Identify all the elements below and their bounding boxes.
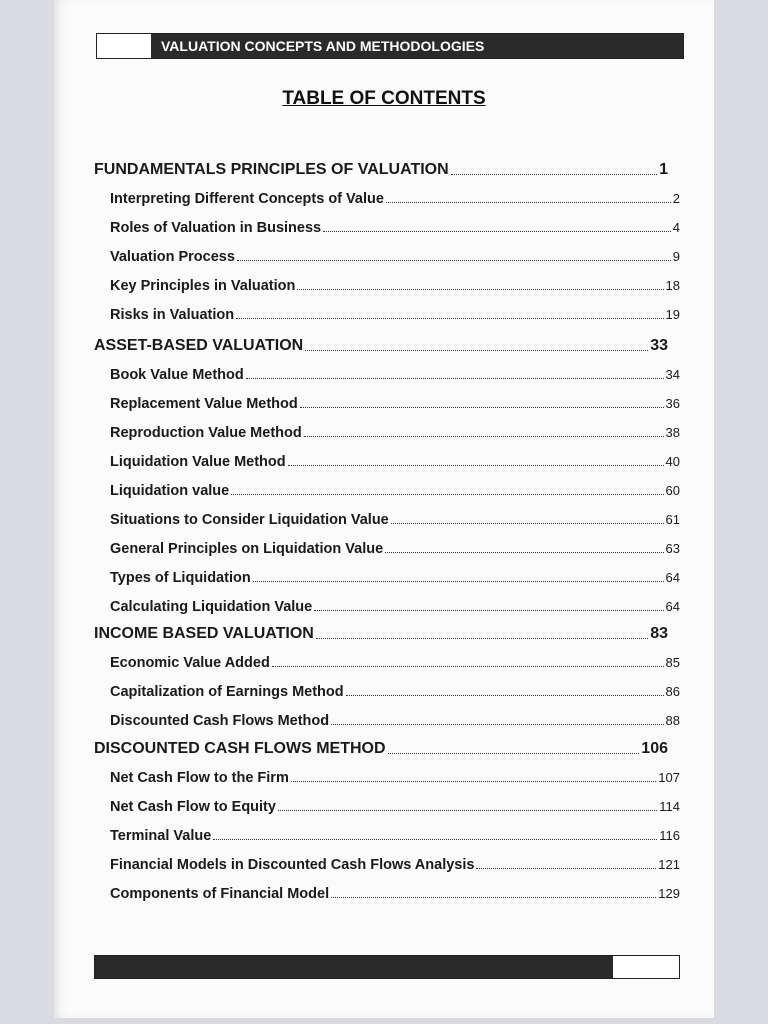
page-number: 9	[672, 249, 680, 264]
toc-section-entry	[94, 625, 668, 643]
dot-leader	[278, 809, 657, 811]
footer-bar-fill	[95, 956, 613, 978]
toc-item-entry	[110, 770, 680, 786]
item-title: Calculating Liquidation Value	[110, 599, 313, 615]
running-footer	[94, 955, 680, 979]
dot-leader	[331, 723, 663, 725]
page-number: 116	[659, 828, 680, 843]
toc-item-entry	[110, 278, 680, 294]
item-title: Terminal Value	[110, 828, 212, 844]
toc-item-entry	[110, 828, 680, 844]
item-title: Book Value Method	[110, 367, 244, 383]
page-number: 1	[659, 161, 668, 178]
toc-item-entry	[110, 857, 680, 873]
item-title: Liquidation value	[110, 483, 230, 499]
toc-item-entry	[110, 512, 680, 528]
page-number: 64	[665, 599, 680, 614]
page-number: 36	[665, 396, 680, 411]
dot-leader	[213, 838, 657, 840]
item-title: Capitalization of Earnings Method	[110, 684, 344, 700]
dot-leader	[231, 493, 663, 495]
dot-leader	[316, 637, 648, 639]
toc-item-entry	[110, 570, 680, 586]
dot-leader	[385, 551, 663, 553]
page-number: 61	[665, 512, 680, 527]
toc-section-entry	[94, 337, 668, 355]
section-title: DISCOUNTED CASH FLOWS METHOD	[94, 740, 386, 757]
section-title: ASSET-BASED VALUATION	[94, 337, 304, 354]
toc-section-entry	[94, 740, 668, 758]
dot-leader	[297, 288, 663, 290]
item-title: Valuation Process	[110, 249, 235, 265]
page-number: 18	[665, 278, 680, 293]
toc-item-entry	[110, 191, 680, 207]
toc-item-entry	[110, 483, 680, 499]
item-title: Replacement Value Method	[110, 396, 298, 412]
page-number: 40	[665, 454, 680, 469]
page-number: 63	[665, 541, 680, 556]
item-title: Components of Financial Model	[110, 886, 330, 902]
item-title: Key Principles in Valuation	[110, 278, 296, 294]
page-number: 106	[641, 740, 668, 757]
item-title: Net Cash Flow to Equity	[110, 799, 276, 815]
page-number: 83	[650, 625, 668, 642]
toc-item-entry	[110, 655, 680, 671]
page-number: 85	[665, 655, 680, 670]
page-number: 4	[672, 220, 680, 235]
page-number: 33	[650, 337, 668, 354]
dot-leader	[291, 780, 656, 782]
toc-title: TABLE OF CONTENTS	[282, 88, 486, 109]
dot-leader	[323, 230, 671, 232]
section-title: FUNDAMENTALS PRINCIPLES OF VALUATION	[94, 161, 449, 178]
toc-item-entry	[110, 886, 680, 902]
dot-leader	[246, 377, 664, 379]
page-number: 64	[665, 570, 680, 585]
item-title: Situations to Consider Liquidation Value	[110, 512, 389, 528]
toc-item-entry	[110, 220, 680, 236]
item-title: General Principles on Liquidation Value	[110, 541, 384, 557]
dot-leader	[288, 464, 664, 466]
item-title: Net Cash Flow to the Firm	[110, 770, 289, 786]
item-title: Reproduction Value Method	[110, 425, 302, 441]
section-title: INCOME BASED VALUATION	[94, 625, 314, 642]
dot-leader	[236, 317, 663, 319]
dot-leader	[346, 694, 664, 696]
dot-leader	[391, 522, 664, 524]
toc-section-entry	[94, 161, 668, 179]
toc-item-entry	[110, 541, 680, 557]
item-title: Discounted Cash Flows Method	[110, 713, 330, 729]
item-title: Financial Models in Discounted Cash Flows Analysis	[110, 857, 475, 873]
toc-item-entry	[110, 454, 680, 470]
running-header	[96, 33, 684, 59]
item-title: Risks in Valuation	[110, 307, 235, 323]
item-title: Liquidation Value Method	[110, 454, 286, 470]
page-number: 38	[665, 425, 680, 440]
dot-leader	[388, 752, 640, 754]
toc-item-entry	[110, 684, 680, 700]
item-title: Roles of Valuation in Business	[110, 220, 322, 236]
page-number: 34	[665, 367, 680, 382]
dot-leader	[300, 406, 664, 408]
dot-leader	[331, 896, 656, 898]
header-title: VALUATION CONCEPTS AND METHODOLOGIES	[151, 34, 683, 58]
page-number: 114	[659, 799, 680, 814]
dot-leader	[305, 349, 648, 351]
dot-leader	[253, 580, 664, 582]
dot-leader	[272, 665, 664, 667]
page-number: 86	[665, 684, 680, 699]
page-number: 2	[672, 191, 680, 206]
item-title: Economic Value Added	[110, 655, 270, 671]
page-number: 129	[658, 886, 680, 901]
toc-item-entry	[110, 799, 680, 815]
dot-leader	[304, 435, 664, 437]
toc-item-entry	[110, 307, 680, 323]
toc-item-entry	[110, 249, 680, 265]
page-number: 60	[665, 483, 680, 498]
page-number: 19	[665, 307, 680, 322]
toc-item-entry	[110, 713, 680, 729]
toc-item-entry	[110, 425, 680, 441]
dot-leader	[237, 259, 671, 261]
dot-leader	[476, 867, 656, 869]
toc-item-entry	[110, 599, 680, 615]
page-number: 107	[658, 770, 680, 785]
dot-leader	[314, 609, 663, 611]
dot-leader	[386, 201, 671, 203]
page-number: 88	[665, 713, 680, 728]
toc-item-entry	[110, 396, 680, 412]
toc-item-entry	[110, 367, 680, 383]
item-title: Interpreting Different Concepts of Value	[110, 191, 384, 207]
page-number: 121	[658, 857, 680, 872]
item-title: Types of Liquidation	[110, 570, 251, 586]
dot-leader	[451, 173, 657, 175]
